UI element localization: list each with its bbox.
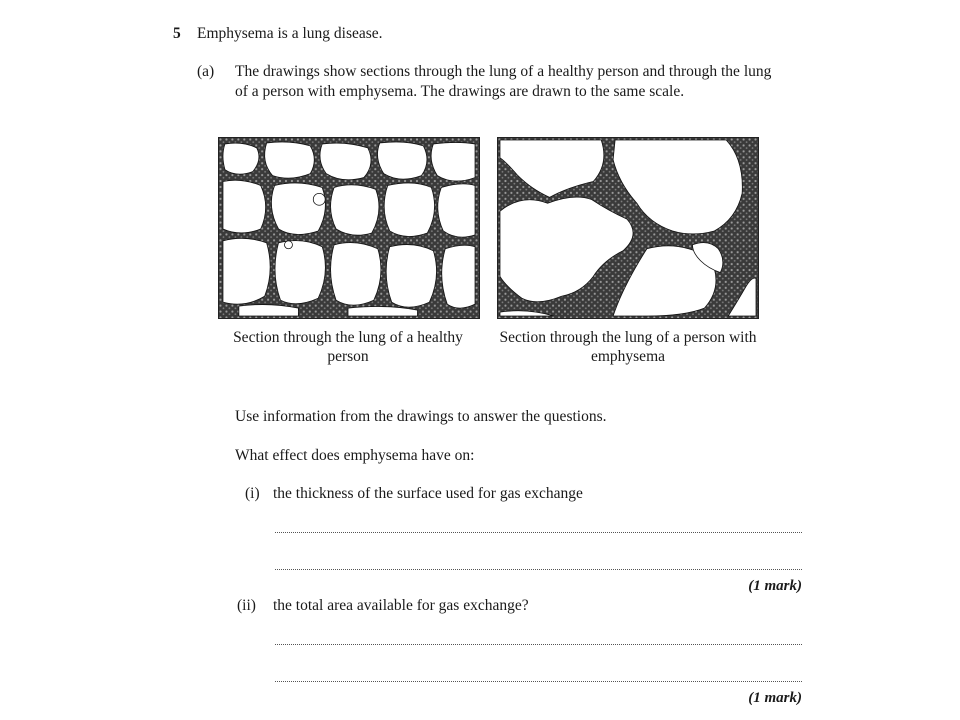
subquestion-ii-marks: (1 mark)	[748, 690, 802, 706]
subquestion-i-label: (i)	[245, 485, 260, 502]
question-title: Emphysema is a lung disease.	[197, 25, 383, 42]
use-information-instruction: Use information from the drawings to answer the questions.	[235, 408, 607, 425]
emphysema-lung-caption: Section through the lung of a person with emphysema	[499, 329, 757, 365]
subquestion-i-text: the thickness of the surface used for gas exchange	[273, 485, 583, 502]
question-number: 5	[173, 25, 181, 42]
answer-line-i-2[interactable]	[275, 569, 802, 570]
what-effect-prompt: What effect does emphysema have on:	[235, 447, 475, 464]
part-a-intro-line-1: The drawings show sections through the lung of a healthy person and through the lung	[235, 63, 772, 80]
emphysema-lung-illustration	[498, 138, 758, 318]
subquestion-ii-label: (ii)	[237, 597, 256, 614]
emphysema-lung-drawing	[497, 137, 759, 319]
part-a-intro-line-2: of a person with emphysema. The drawings are drawn to the same scale.	[235, 83, 685, 100]
healthy-lung-caption: Section through the lung of a healthy person	[233, 329, 463, 365]
subquestion-ii-text: the total area available for gas exchange?	[273, 597, 529, 614]
subquestion-i-marks: (1 mark)	[748, 578, 802, 594]
healthy-lung-drawing	[218, 137, 480, 319]
answer-line-ii-1[interactable]	[275, 644, 802, 645]
healthy-lung-illustration	[219, 138, 479, 318]
answer-line-i-1[interactable]	[275, 532, 802, 533]
answer-line-ii-2[interactable]	[275, 681, 802, 682]
part-a-label: (a)	[197, 63, 215, 80]
